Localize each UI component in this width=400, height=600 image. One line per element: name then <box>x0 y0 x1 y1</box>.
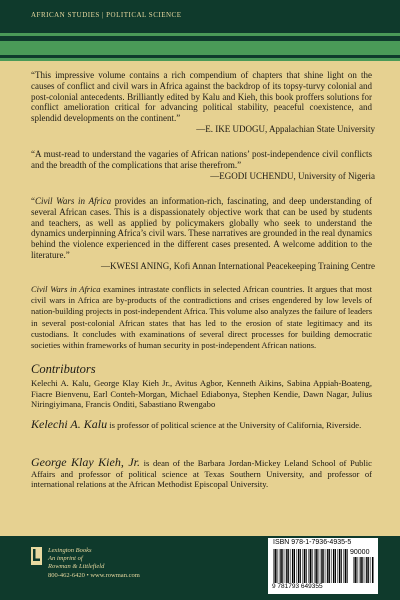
publisher-name: Lexington Books <box>48 547 92 554</box>
category-label: AFRICAN STUDIES | POLITICAL SCIENCE <box>31 11 182 19</box>
publisher-parent: Rowman & Littlefield <box>48 563 105 571</box>
green-stripe-thin-top <box>0 33 400 36</box>
contributors-list: Kelechi A. Kalu, George Klay Kieh Jr., Avitus Agbor, Kenneth Aikins, Sabina Appiah-Boateng, Fiacre Bienvenu, Earl Conteh-Morgan, Michael Ediabonya, Stephen Kendie, Dawn Nagar, Julius Niringiyimana, Francis Onditi, Sabastiano Rwengabo <box>31 378 372 410</box>
barcode-graphic <box>272 549 350 583</box>
review-attribution-3: —KWESI ANING, Kofi Annan International Peacekeeping Training Centre <box>101 261 375 271</box>
description-body: examines intrastate conflicts in selected African countries. It argues that most civil wars in Africa are by-products of the contradictions and crises engendered by low levels of nation-building projects in post-independent Africa. This volume also analyzes the failure of leaders in several post-colonial African states that has led to the erosion of state legitimacy and its custodians. It concludes with examinations of several direct processes for building democratic societies within frameworks of human security in post-independent African nations. <box>31 284 372 351</box>
contributors-heading: Contributors <box>31 362 96 376</box>
bio-text-kalu: is professor of political science at the University of California, Riverside. <box>107 420 362 430</box>
text-panel <box>0 61 400 536</box>
isbn-label: ISBN 978-1-7936-4935-5 <box>273 539 352 546</box>
review-quote-1: “This impressive volume contains a rich compendium of chapters that shine light on the causes of conflict and civil wars in Africa against the backdrop of its topsy-turvy colonial and post-colonial antecedents. Brilliantly edited by Kalu and Kieh, this book proffers solutions for conflict amelioration critical for advancing political stability, peaceful coexistence, and splendid developments on the continent.” <box>31 70 372 124</box>
bio-name-kieh: George Klay Kieh, Jr. <box>31 455 140 469</box>
green-stripe-wide <box>0 41 400 55</box>
bio-name-kalu: Kelechi A. Kalu <box>31 417 108 431</box>
review-quote-3-body: provides an information-rich, fascinating, and deep understanding of several African cases. This is a dispassionately objective work that can be used by students and teachers, as well as applied by policymakers globally who seek to understand the dynamics underpinning Africa’s civil wars. These narratives are grounded in the real dynamics behind the violence experienced in the different cases presented. A welcome addition to the literature.” <box>31 196 372 260</box>
review-quote-3 <box>31 196 372 261</box>
review-attribution-1: —E. IKE UDOGU, Appalachian State University <box>196 124 375 134</box>
bio-kieh <box>31 457 372 490</box>
review-attribution-2: —EGODI UCHENDU, University of Nigeria <box>210 171 375 181</box>
bio-kalu <box>31 419 372 431</box>
publisher-info <box>48 547 140 580</box>
barcode-addon-graphic <box>352 557 374 583</box>
publisher-contact: 800-462-6420 • www.rowman.com <box>48 571 140 579</box>
price-code: 90000 <box>350 549 370 556</box>
isbn-barcode-box <box>268 538 378 594</box>
publisher-imprint-line: An imprint of <box>48 555 83 563</box>
publisher-logo-icon <box>31 547 42 565</box>
bio-text-kieh: is dean of the Barbara Jordan-Mickey Leland School of Public Affairs and professor of political science at Texas Southern University, and professor of international relations at the African Methodist Episcopal University. <box>31 458 373 490</box>
book-title-inline: Civil Wars in Africa <box>35 196 112 206</box>
book-description <box>31 284 372 351</box>
top-band <box>0 0 400 32</box>
review-quote-2: “A must-read to understand the vagaries of African nations’ post-independence civil conflicts and the breadth of the complications that arise therefrom.” <box>31 149 372 170</box>
barcode-digits: 9 781793 649355 <box>272 583 323 590</box>
description-title: Civil Wars in Africa <box>31 284 101 294</box>
quote-open-mark: “ <box>31 196 35 206</box>
